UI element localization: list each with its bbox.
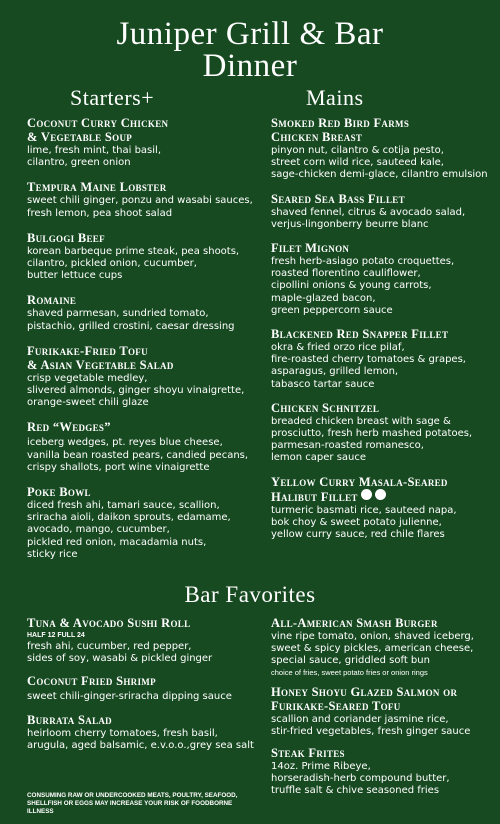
menu-item-name-line: & Asian Vegetable Salad xyxy=(27,357,174,372)
menu-item xyxy=(27,485,265,561)
menu-item-name-line: Tempura Maine Lobster xyxy=(27,180,167,195)
menu-item-name-line: Poke Bowl xyxy=(27,485,91,500)
menu-item-description xyxy=(27,641,265,665)
description-line: fire-roasted cherry tomatoes & grapes, xyxy=(271,354,466,366)
menu-item xyxy=(27,293,265,332)
menu-item-name-line: Halibut Fillet xyxy=(271,489,496,505)
description-line: butter lettuce cups xyxy=(27,270,123,282)
menu-item-name-line: Steak Frites xyxy=(271,746,345,761)
menu-item-description xyxy=(27,437,265,474)
menu-item-description xyxy=(27,500,265,561)
menu-item-name-line: Furikake-Seared Tofu xyxy=(271,698,401,713)
menu-item-name-line: Bulgogi Beef xyxy=(27,230,105,245)
menu-item-note: choice of fries, sweet potato fries or onion rings xyxy=(271,667,428,677)
description-line: cilantro, pickled onion, cucumber, xyxy=(27,258,197,270)
menu-item xyxy=(271,192,496,231)
menu-item-description xyxy=(271,256,496,317)
description-line: crispy shallots, port wine vinaigrette xyxy=(27,461,210,473)
description-line: verjus-lingonberry beurre blanc xyxy=(271,218,429,230)
description-line: fresh lemon, pea shoot salad xyxy=(27,207,173,219)
description-line: asparagus, grilled lemon, xyxy=(271,366,399,378)
restaurant-name: Juniper Grill & Bar xyxy=(116,16,384,52)
description-line: sriracha aioli, daikon sprouts, edamame, xyxy=(27,512,231,524)
menu-item xyxy=(271,327,496,391)
menu-item-name-line: All-American Smash Burger xyxy=(271,616,438,630)
description-line: truffle salt & chive seasoned fries xyxy=(271,785,440,797)
dietary-badge xyxy=(375,489,386,500)
menu-item xyxy=(271,685,496,738)
description-line: yellow curry sauce, red chile flares xyxy=(271,529,445,541)
description-line: arugula, aged balsamic, e.v.o.o.,grey sea salt xyxy=(27,739,254,751)
bar-right-column xyxy=(271,616,496,806)
description-line: cilantro, green onion xyxy=(27,157,131,169)
description-line: pickled red onion, macadamia nuts, xyxy=(27,536,207,548)
bar-left-column xyxy=(27,616,265,761)
menu-item-price: HALF 12 FULL 24 xyxy=(27,632,85,639)
menu-item-name-line: Blackened Red Snapper Fillet xyxy=(271,327,449,342)
description-line: street corn wild rice, sauteed kale, xyxy=(271,157,444,169)
description-line: green peppercorn sauce xyxy=(271,304,393,316)
menu-item-description xyxy=(27,246,265,283)
description-line: crisp vegetable medley, xyxy=(27,372,148,384)
menu-item-name-line: Smoked Red Bird Farms xyxy=(271,116,410,130)
menu-item xyxy=(27,231,265,283)
menu-item-name xyxy=(27,616,265,631)
description-line: maple-glazed bacon, xyxy=(271,292,376,304)
description-line: shaved fennel, citrus & avocado salad, xyxy=(271,206,466,218)
menu-item-name xyxy=(271,746,496,761)
description-line: horseradish-herb compound butter, xyxy=(271,773,450,785)
menu-item-name xyxy=(271,685,496,714)
section-starters-heading: Starters+ xyxy=(70,85,155,110)
description-line: sides of soy, wasabi & pickled ginger xyxy=(27,653,213,665)
menu-item-name-line: & Vegetable Soup xyxy=(27,130,133,144)
menu-item xyxy=(27,616,265,665)
description-line: breaded chicken breast with sage & xyxy=(271,415,451,427)
menu-item-name-line: Burrata Salad xyxy=(27,712,112,727)
description-line: slivered almonds, ginger shoyu vinaigrette, xyxy=(27,385,245,397)
menu-item-name xyxy=(27,293,265,308)
description-line: sweet chili ginger, ponzu and wasabi sauces, xyxy=(27,195,253,207)
description-line: pistachio, grilled crostini, caesar dressing xyxy=(27,320,235,332)
menu-item xyxy=(271,475,496,542)
menu-title: Dinner xyxy=(202,48,298,84)
description-line: heirloom cherry tomatoes, fresh basil, xyxy=(27,727,218,739)
menu-item-description xyxy=(27,691,265,703)
menu-item-name xyxy=(27,116,265,145)
description-line: 14oz. Prime Ribeye, xyxy=(271,761,371,773)
description-line: special sauce, griddled soft bun xyxy=(271,655,430,667)
menu-item-name xyxy=(271,616,496,631)
menu-item-name-line: Furikake-Fried Tofu xyxy=(27,343,148,358)
menu-item-description xyxy=(271,631,496,668)
menu-item xyxy=(271,116,496,182)
menu-item-description xyxy=(271,207,496,231)
menu-item-name-line: Coconut Fried Shrimp xyxy=(27,674,156,689)
description-line: scallion and coriander jasmine rice, xyxy=(271,713,449,725)
menu-item-name xyxy=(271,475,496,505)
menu-item-description xyxy=(27,373,265,410)
description-line: lemon caper sauce xyxy=(271,452,367,464)
menu-item-description xyxy=(271,342,496,391)
menu-item-description xyxy=(27,195,265,219)
description-line: iceberg wedges, pt. reyes blue cheese, xyxy=(27,437,223,449)
menu-item xyxy=(27,420,265,474)
menu-item-name-line: Romaine xyxy=(27,293,77,308)
menu-item-name-line: Red “Wedges” xyxy=(27,420,111,435)
starters-column xyxy=(27,116,265,572)
description-line: sweet & spicy pickles, american cheese, xyxy=(271,643,474,655)
mains-column xyxy=(271,116,496,551)
description-line: fresh herb-asiago potato croquettes, xyxy=(271,256,455,268)
menu-item-name xyxy=(27,344,265,373)
description-line: vanilla bean roasted pears, candied pecans, xyxy=(27,449,249,461)
description-line: vine ripe tomato, onion, shaved iceberg, xyxy=(271,631,474,642)
menu-item-description xyxy=(27,728,265,752)
menu-item-name-line: Yellow Curry Masala-Seared xyxy=(271,474,448,489)
description-line: fresh ahi, cucumber, red pepper, xyxy=(27,641,192,652)
menu-item-description xyxy=(27,145,265,169)
menu-item-description xyxy=(27,308,265,332)
menu-item-description xyxy=(271,714,496,738)
description-line: orange-sweet chili glaze xyxy=(27,397,149,409)
menu-item-name xyxy=(271,116,496,145)
menu-item-name xyxy=(271,401,496,416)
menu-item-name xyxy=(27,231,265,246)
menu-item xyxy=(27,116,265,169)
menu-item-name-line: Coconut Curry Chicken xyxy=(27,116,169,130)
description-line: tabasco tartar sauce xyxy=(271,378,375,390)
menu-item xyxy=(27,180,265,219)
menu-item-name xyxy=(27,674,265,691)
menu-item-name xyxy=(27,713,265,728)
menu-item-description xyxy=(271,505,496,542)
description-line: okra & fried orzo rice pilaf, xyxy=(271,342,405,354)
menu-item xyxy=(271,616,496,677)
menu-item-name xyxy=(27,180,265,195)
menu-item-name xyxy=(27,485,265,500)
menu-item-name-line: Filet Mignon xyxy=(271,241,350,256)
description-line: pinyon nut, cilantro & cotija pesto, xyxy=(271,145,444,156)
menu-item-description xyxy=(271,761,496,798)
section-bar-favorites-heading: Bar Favorites xyxy=(184,582,316,607)
menu-item-name xyxy=(27,420,265,437)
menu-item-name-line: Seared Sea Bass Fillet xyxy=(271,191,405,206)
menu-item-name-line: Chicken Schnitzel xyxy=(271,400,380,415)
description-line: sweet chili-ginger-sriracha dipping sauce xyxy=(27,691,232,703)
menu-item-name-line: Tuna & Avocado Sushi Roll xyxy=(27,616,191,630)
dietary-badge xyxy=(361,489,372,500)
menu-item-name-line: Honey Shoyu Glazed Salmon or xyxy=(271,684,458,699)
menu-item xyxy=(271,241,496,317)
menu-item-name xyxy=(271,241,496,256)
description-line: sage-chicken demi-glace, cilantro emulsion xyxy=(271,169,488,181)
section-mains-heading: Mains xyxy=(306,85,364,110)
description-line: avocado, mango, cucumber, xyxy=(27,524,170,536)
description-line: roasted florentino cauliflower, xyxy=(271,268,421,280)
menu-item xyxy=(271,401,496,465)
description-line: lime, fresh mint, thai basil, xyxy=(27,145,161,156)
menu-item xyxy=(271,746,496,798)
description-line: diced fresh ahi, tamari sauce, scallion, xyxy=(27,500,220,512)
menu-item-name-line: Chicken Breast xyxy=(271,130,363,144)
menu-item xyxy=(27,344,265,410)
description-line: sticky rice xyxy=(27,548,78,560)
menu-item-name xyxy=(271,327,496,342)
menu-item-description xyxy=(271,416,496,465)
description-line: bok choy & sweet potato julienne, xyxy=(271,516,442,528)
description-line: parmesan-roasted romanesco, xyxy=(271,440,424,452)
description-line: shaved parmesan, sundried tomato, xyxy=(27,308,209,320)
menu-item xyxy=(27,674,265,703)
description-line: korean barbeque prime steak, pea shoots, xyxy=(27,245,240,257)
description-line: stir-fried vegetables, fresh ginger sauce xyxy=(271,725,471,737)
menu-item xyxy=(27,713,265,752)
food-safety-disclaimer: CONSUMING RAW OR UNDERCOOKED MEATS, POULTRY, SEAFOOD, SHELLFISH OR EGGS MAY INCREASE YOUR RISK OF FOODBORNE ILLNESS xyxy=(27,792,238,815)
menu-item-name xyxy=(271,192,496,207)
menu-item-description xyxy=(271,145,496,182)
description-line: prosciutto, fresh herb mashed potatoes, xyxy=(271,428,473,440)
description-line: turmeric basmati rice, sauteed napa, xyxy=(271,504,457,516)
description-line: cipollini onions & young carrots, xyxy=(271,280,432,292)
